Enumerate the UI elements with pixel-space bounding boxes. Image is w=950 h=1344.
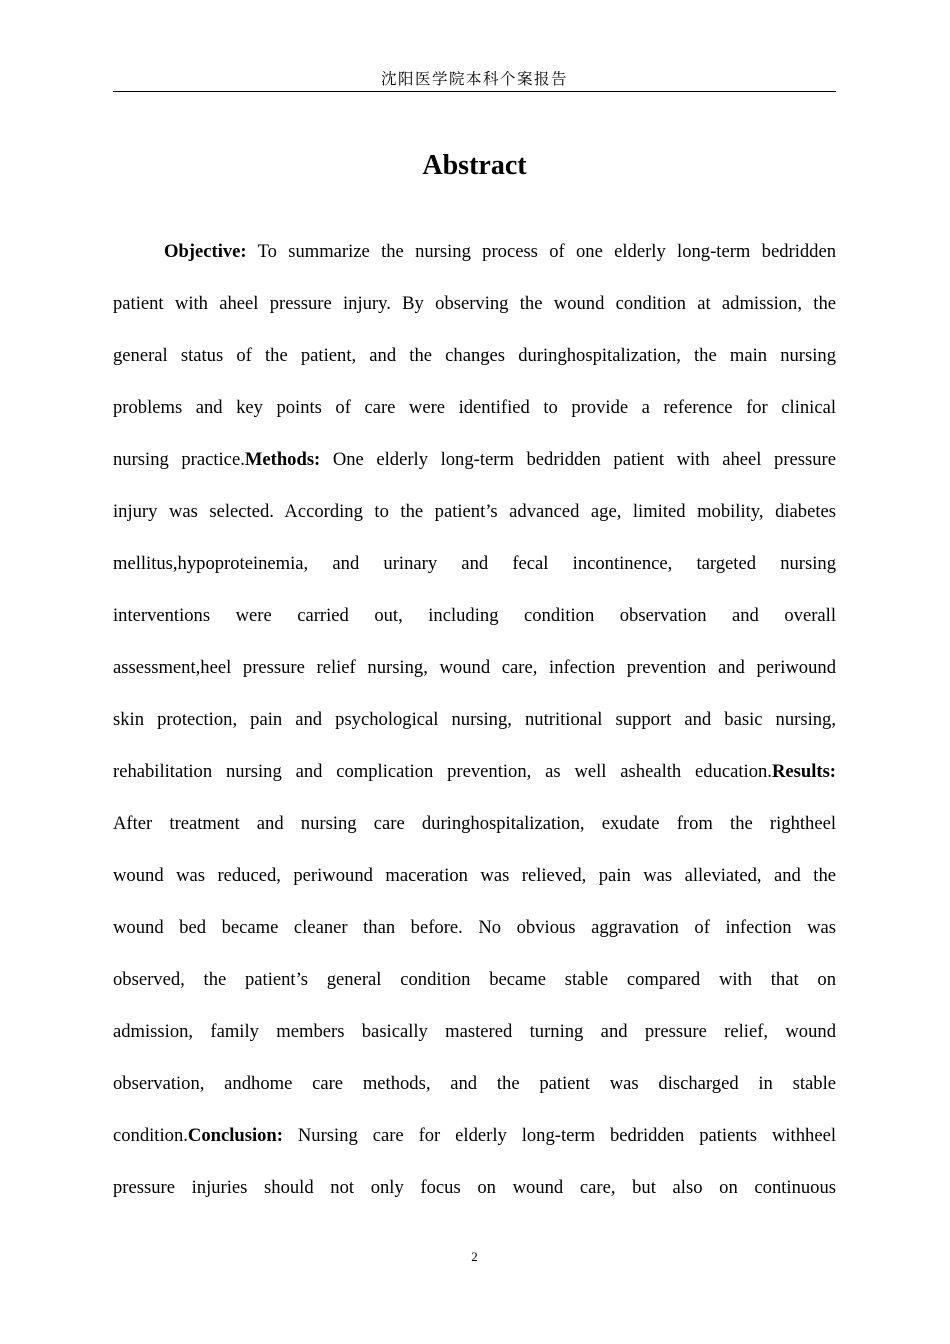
header-divider <box>113 91 836 92</box>
objective-heading: Objective: <box>164 241 247 262</box>
page-title: Abstract <box>422 150 527 181</box>
abstract-line: mellitus,hypoproteinemia, and urinary and fecal incontinence, targeted nursing <box>113 553 836 574</box>
results-heading: Results: <box>771 761 836 782</box>
abstract-body <box>113 226 836 1214</box>
conclusion-heading: Conclusion: <box>187 1125 283 1146</box>
abstract-line <box>113 226 836 278</box>
abstract-line: assessment,heel pressure relief nursing, wound care, infection prevention and periwound <box>113 657 836 678</box>
abstract-line: skin protection, pain and psychological nursing, nutritional support and basic nursing, <box>113 709 836 730</box>
abstract-line: wound was reduced, periwound maceration was relieved, pain was alleviated, and the <box>113 865 836 886</box>
abstract-text: rehabilitation nursing and complication prevention, as well ashealth education. <box>113 761 772 782</box>
page-number: 2 <box>471 1249 478 1264</box>
abstract-line: admission, family members basically mastered turning and pressure relief, wound <box>113 1021 836 1042</box>
abstract-line: observed, the patient’s general condition became stable compared with that on <box>113 969 836 990</box>
abstract-text: condition. <box>113 1125 188 1146</box>
abstract-line: general status of the patient, and the changes duringhospitalization, the main nursing <box>113 345 836 366</box>
abstract-text: nursing practice. <box>113 449 245 470</box>
abstract-text: One elderly long-term bedridden patient with aheel pressure <box>320 449 836 470</box>
abstract-text: Nursing care for elderly long-term bedridden patients withheel <box>282 1125 836 1146</box>
abstract-line: observation, andhome care methods, and the patient was discharged in stable <box>113 1073 836 1094</box>
abstract-line: interventions were carried out, including condition observation and overall <box>113 605 836 626</box>
methods-heading: Methods: <box>244 449 321 470</box>
abstract-line <box>113 746 836 798</box>
running-header: 沈阳医学院本科个案报告 <box>380 70 568 88</box>
abstract-line: injury was selected. According to the patient’s advanced age, limited mobility, diabetes <box>113 501 836 522</box>
abstract-line: pressure injuries should not only focus on wound care, but also on continuous <box>113 1177 836 1198</box>
abstract-line: wound bed became cleaner than before. No obvious aggravation of infection was <box>113 917 836 938</box>
abstract-line <box>113 1110 836 1162</box>
abstract-line: patient with aheel pressure injury. By observing the wound condition at admission, the <box>113 293 836 314</box>
abstract-line: After treatment and nursing care duringhospitalization, exudate from the rightheel <box>113 813 836 834</box>
abstract-line: problems and key points of care were identified to provide a reference for clinical <box>113 397 836 418</box>
abstract-line <box>113 434 836 486</box>
abstract-text: To summarize the nursing process of one elderly long-term bedridden <box>246 241 836 262</box>
